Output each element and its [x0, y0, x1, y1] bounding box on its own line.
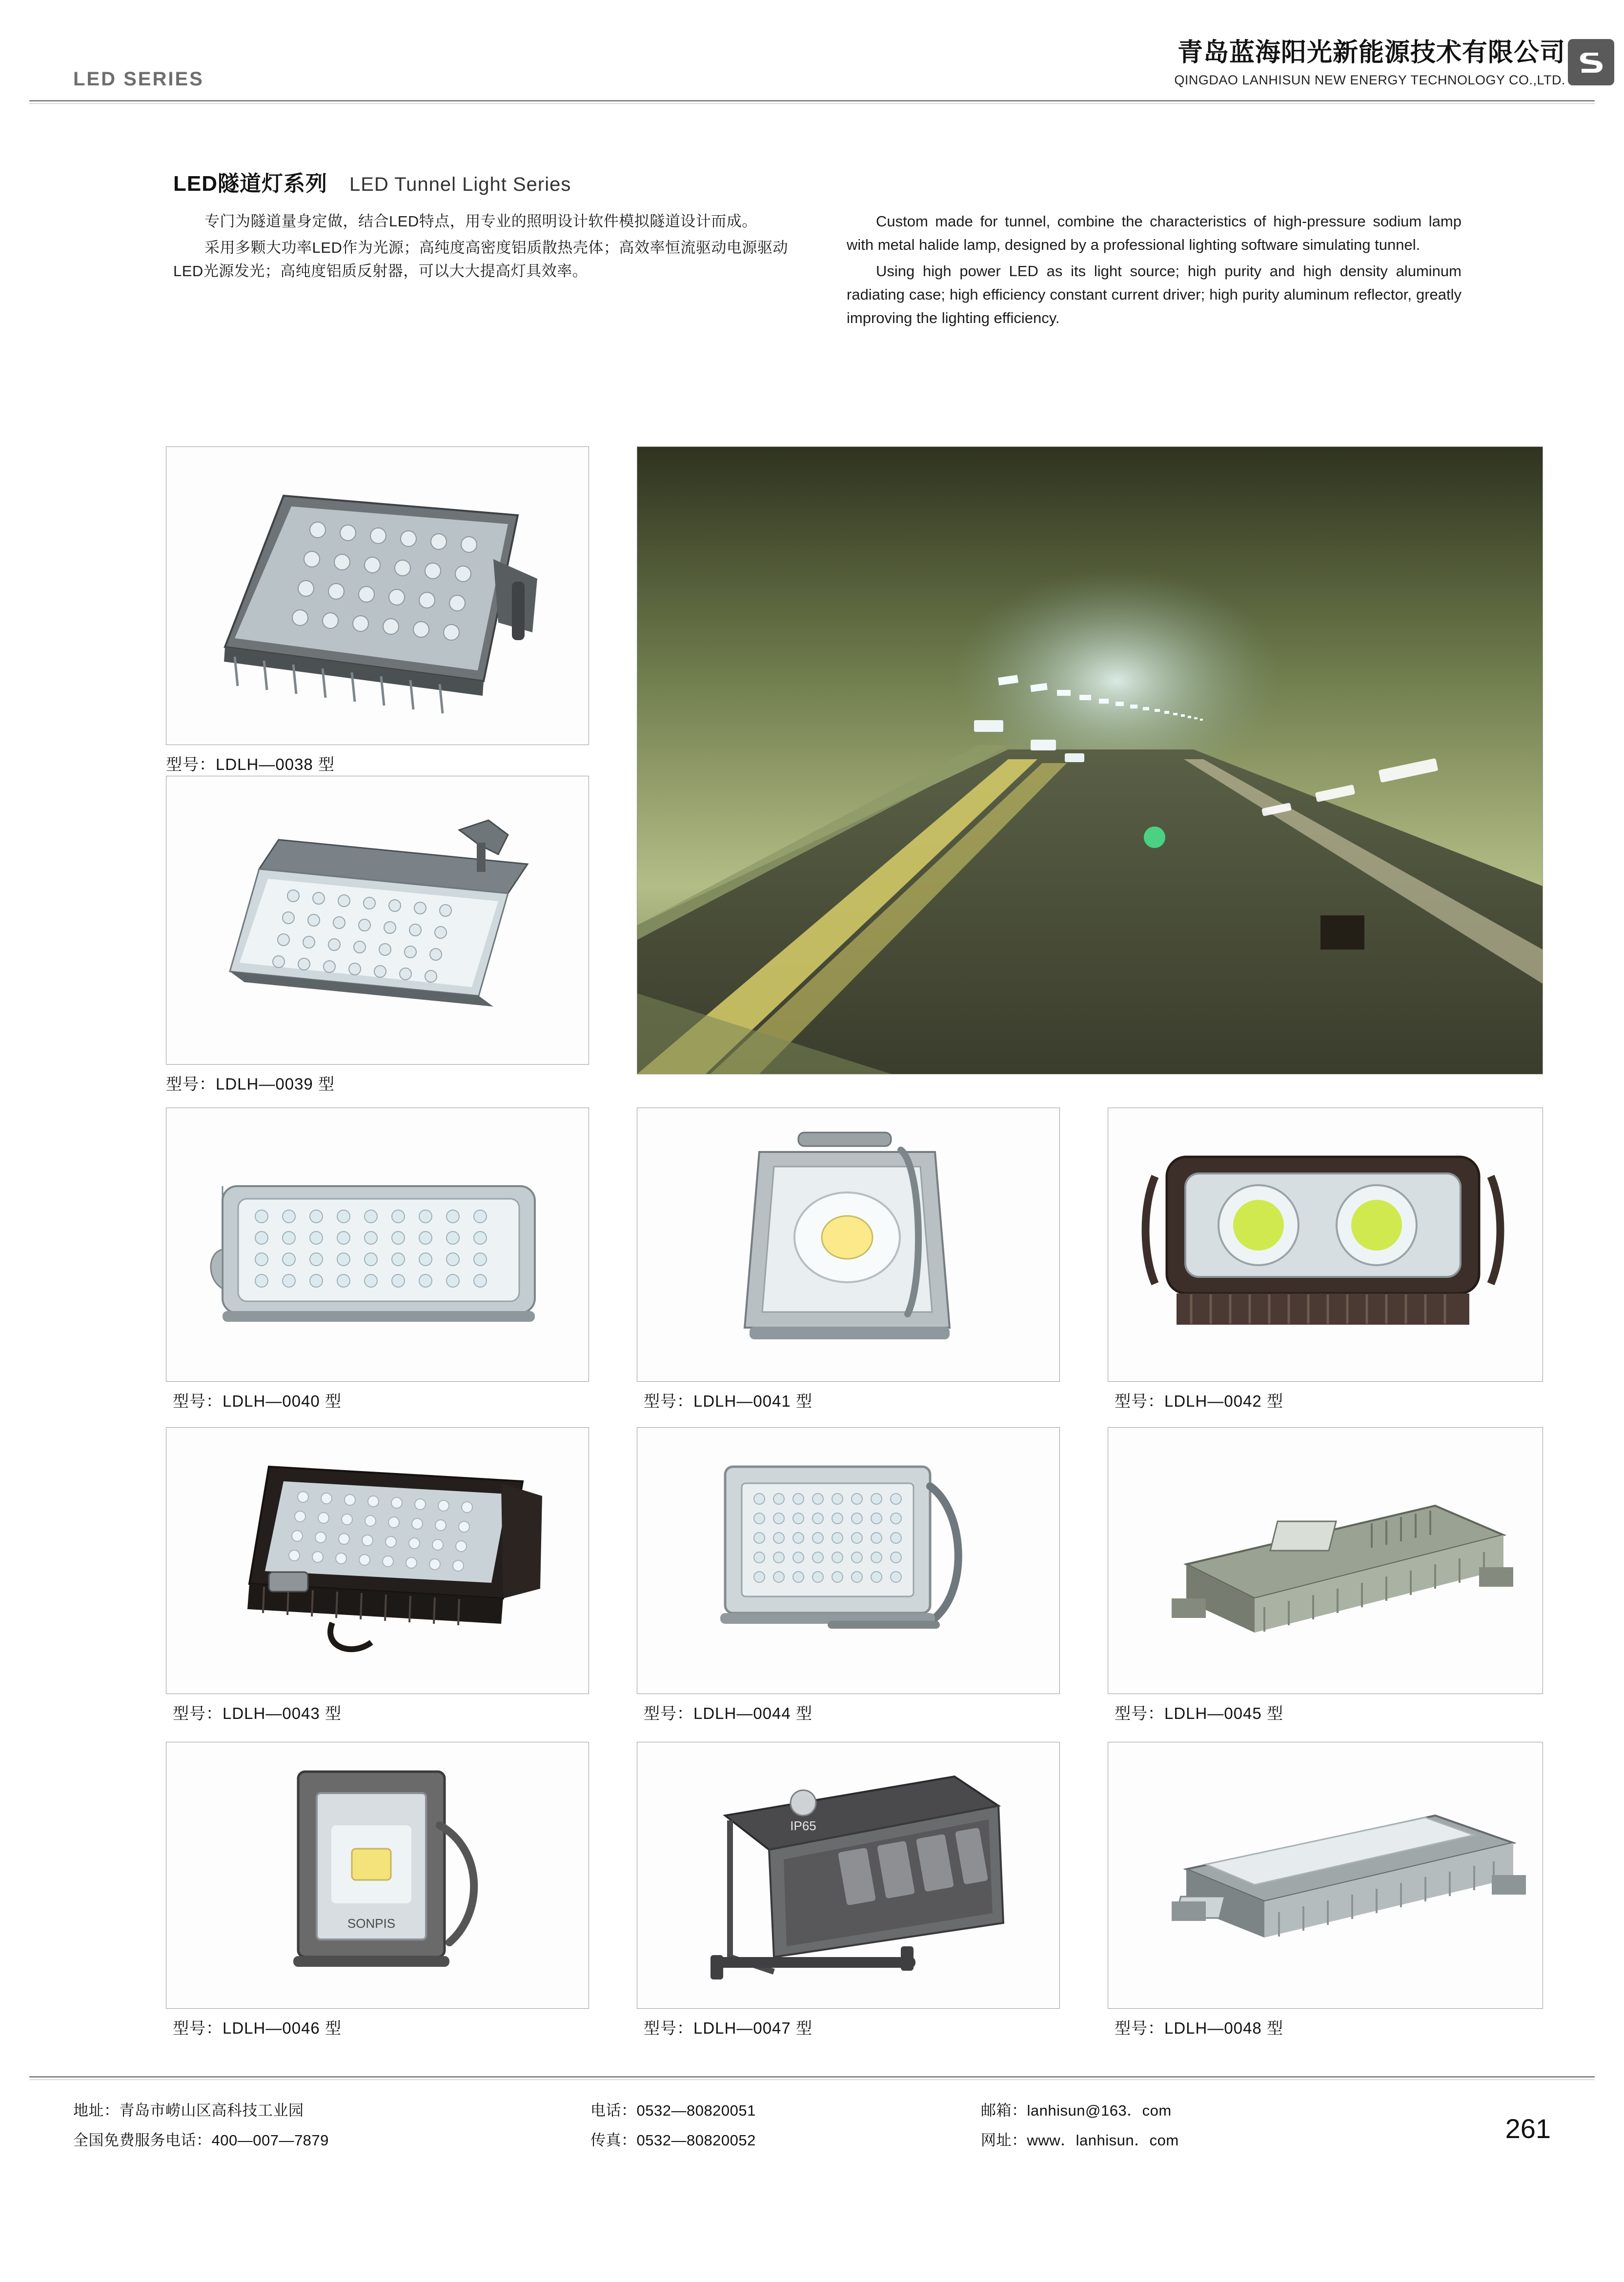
product-caption-0042: 型号：LDLH—0042 型: [1115, 1392, 1283, 1410]
product-image-0041: [637, 1108, 1060, 1382]
intro-chinese: [173, 210, 788, 333]
svg-text:IP65: IP65: [790, 1818, 816, 1833]
product-caption-0045: 型号：LDLH—0045 型: [1115, 1704, 1283, 1722]
product-image-0042: [1108, 1108, 1543, 1382]
product-cell-0046: [166, 1742, 589, 2039]
tunnel-photo-cell: [637, 446, 1543, 1074]
product-image-0048: [1108, 1742, 1543, 2009]
intro-cn-p2: 采用多颗大功率LED作为光源；高纯度高密度铝质散热壳体；高效率恒流驱动电源驱动LED光源发光；高纯度铝质反射器，可以大大提高灯具效率。: [173, 239, 788, 280]
footer-hotline-line: [73, 2128, 542, 2150]
footer-email-line: [981, 2098, 1371, 2120]
product-caption-0046: 型号：LDLH—0046 型: [173, 2019, 342, 2037]
company-block: [1174, 39, 1565, 88]
product-image-0046: [166, 1742, 589, 2009]
product-caption-0044: 型号：LDLH—0044 型: [644, 1704, 812, 1722]
header-divider: [29, 100, 1595, 101]
footer-fax-label: 传真：: [590, 2132, 637, 2149]
footer-web-label: 网址：: [981, 2132, 1027, 2149]
footer-tel-line: [590, 2098, 932, 2120]
product-image-0047: [637, 1742, 1060, 2009]
footer-address-col: [73, 2098, 542, 2158]
product-caption-0038: 型号：LDLH—0038 型: [166, 755, 335, 773]
product-image-0039: [166, 776, 589, 1065]
page-footer: [73, 2098, 1371, 2158]
product-image-0040: [166, 1108, 589, 1382]
footer-web-value[interactable]: www．lanhisun．com: [1027, 2132, 1179, 2149]
page-header: [0, 0, 1624, 112]
footer-tel-col: [590, 2098, 932, 2158]
product-caption-0041: 型号：LDLH—0041 型: [644, 1392, 812, 1410]
company-logo-icon: [1568, 39, 1614, 85]
intro-en-p2: Using high power LED as its light source; high purity and high density aluminum radiating case; high efficiency constant current driver; high purity aluminum reflector, greatly improving the lighting efficiency.: [847, 263, 1462, 327]
product-cell-0048: [1108, 1742, 1543, 2039]
section-title-en: LED Tunnel Light Series: [349, 174, 571, 195]
product-image-0044: [637, 1427, 1060, 1694]
product-cell-0038: [166, 446, 589, 775]
footer-hotline-value: 400—007—7879: [211, 2132, 329, 2149]
product-caption-0039: 型号：LDLH—0039 型: [166, 1075, 335, 1093]
intro-en-p1: Custom made for tunnel, combine the characteristics of high-pressure sodium lamp with metal halide lamp, designed by a professional lighting software simulating tunnel.: [847, 213, 1462, 254]
intro-text: [173, 210, 1462, 333]
footer-address-line: [73, 2098, 542, 2120]
company-name-cn: 青岛蓝海阳光新能源技术有限公司: [1177, 39, 1565, 67]
product-cell-0039: [166, 776, 589, 1094]
product-cell-0045: [1108, 1427, 1543, 1724]
tunnel-interior-photo: [637, 446, 1543, 1074]
company-name-en: QINGDAO LANHISUN NEW ENERGY TECHNOLOGY CO.,LTD.: [1174, 73, 1565, 88]
product-image-0043: [166, 1427, 589, 1694]
intro-cn-p1: 专门为隧道量身定做，结合LED特点，用专业的照明设计软件模拟隧道设计而成。: [204, 213, 757, 230]
product-cell-0043: [166, 1427, 589, 1724]
footer-address-label: 地址：: [73, 2102, 120, 2119]
footer-email-value[interactable]: lanhisun@163．com: [1027, 2102, 1172, 2119]
product-image-0045: [1108, 1427, 1543, 1694]
product-image-0038: [166, 446, 589, 745]
footer-fax-value: 0532—80820052: [636, 2132, 756, 2149]
product-caption-0043: 型号：LDLH—0043 型: [173, 1704, 342, 1722]
section-title-cn: LED隧道灯系列: [173, 172, 327, 196]
product-caption-0047: 型号：LDLH—0047 型: [644, 2019, 812, 2037]
footer-tel-label: 电话：: [590, 2102, 637, 2119]
footer-web-line: [981, 2128, 1371, 2150]
footer-fax-line: [590, 2128, 932, 2150]
footer-divider: [29, 2076, 1595, 2078]
product-cell-0047: [637, 1742, 1060, 2039]
section-title: [173, 166, 571, 197]
series-label: LED SERIES: [73, 68, 204, 90]
product-caption-0048: 型号：LDLH—0048 型: [1115, 2019, 1283, 2037]
product-cell-0044: [637, 1427, 1060, 1724]
footer-address-value: 青岛市崂山区高科技工业园: [119, 2102, 304, 2119]
header-divider-thin: [29, 103, 1595, 104]
product-cell-0041: [637, 1108, 1060, 1412]
footer-hotline-label: 全国免费服务电话：: [73, 2132, 212, 2149]
page-number: 261: [1505, 2113, 1551, 2144]
footer-email-label: 邮箱：: [981, 2102, 1027, 2119]
product-caption-0040: 型号：LDLH—0040 型: [173, 1392, 342, 1410]
product-cell-0042: [1108, 1108, 1543, 1412]
footer-contact-col: [981, 2098, 1371, 2158]
intro-english: [847, 210, 1462, 333]
svg-text:SONPIS: SONPIS: [347, 1916, 396, 1931]
product-cell-0040: [166, 1108, 589, 1412]
footer-tel-value: 0532—80820051: [636, 2102, 756, 2119]
